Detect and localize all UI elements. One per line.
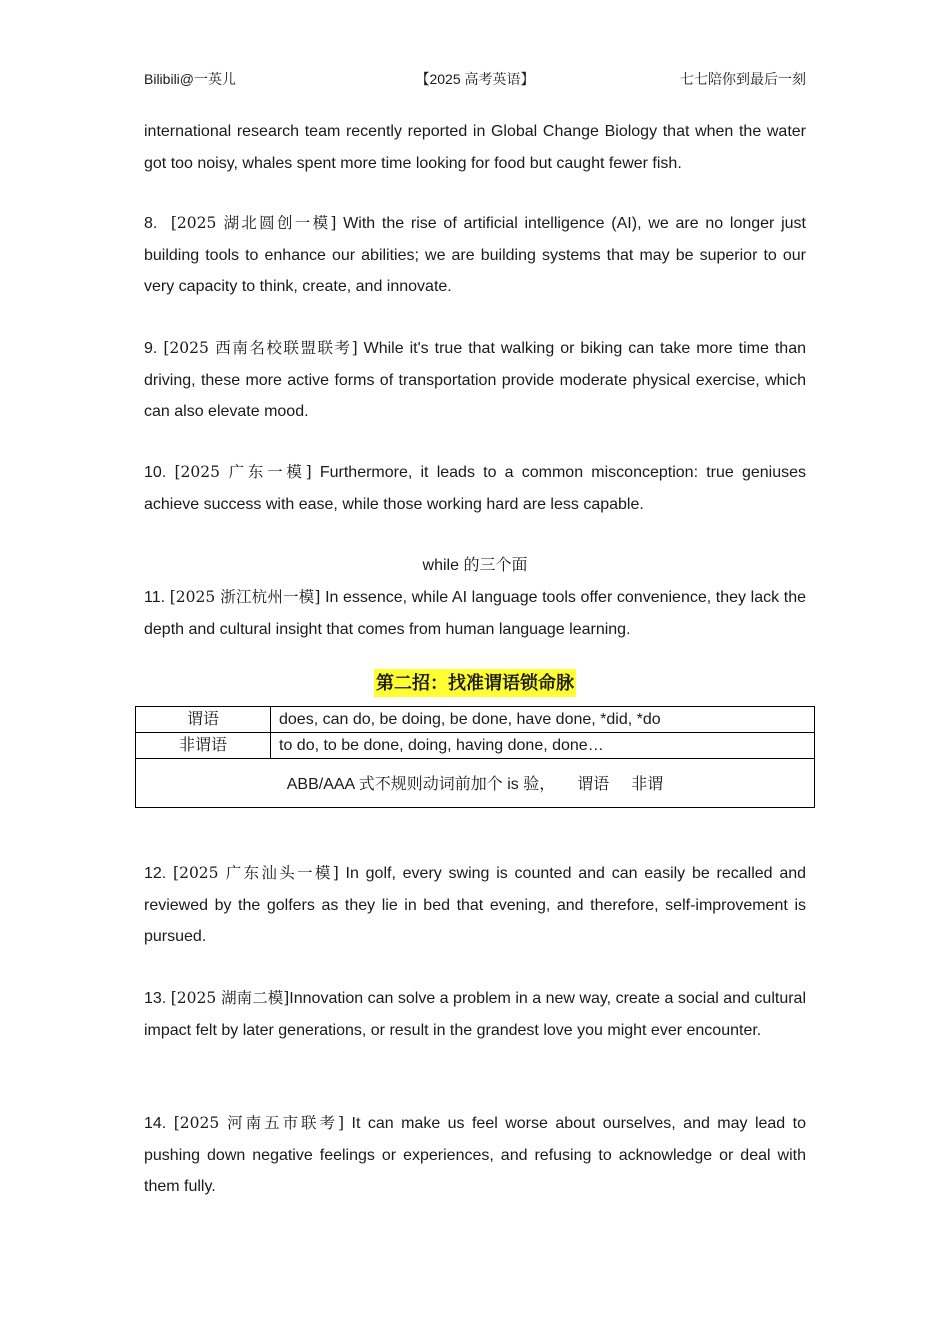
row-value: does, can do, be doing, be done, have done, *did, *do: [279, 711, 661, 728]
source-tag: [2025 广东汕头一模]: [173, 864, 339, 882]
table-note-main: ABB/AAA 式不规则动词前加个 is 验，: [286, 776, 556, 793]
sentence-14: [144, 1108, 806, 1203]
table-note: [136, 759, 814, 811]
table-note-nonpredicate: 非谓: [631, 776, 664, 793]
header-slogan: 七七陪你到最后一刻: [680, 71, 806, 87]
table-note-predicate: 谓语: [577, 776, 610, 793]
sentence-number: 12.: [144, 865, 167, 882]
sentence-text: Innovation can solve a problem in a new way, create a social and cultural impact felt by later generations, or result in the grandest love you might ever encounter.: [144, 990, 807, 1039]
table-row: [136, 707, 814, 733]
table-row: [136, 733, 814, 759]
sentence-number: 11.: [144, 589, 166, 606]
sentence-13: [144, 983, 806, 1046]
source-tag: [2025 湖南二模]: [170, 989, 290, 1007]
sentence-number: 9.: [144, 340, 158, 357]
source-tag: [2025 西南名校联盟联考]: [163, 339, 358, 357]
page-header: [144, 68, 806, 90]
sentence-9: [144, 333, 806, 428]
source-tag: [2025 浙江杭州一模]: [169, 588, 321, 606]
sentence-text: Furthermore, it leads to a common misconception: true geniuses achieve success with ease, while those working hard are less capable.: [144, 464, 807, 513]
sentence-12: [144, 858, 806, 953]
sentence-10: [144, 457, 806, 520]
intro-paragraph: international research team recently reported in Global Change Biology that when the water got too noisy, whales spent more time looking for food but caught fewer fish.: [144, 123, 806, 172]
section-title-text: 第二招：找准谓语锁命脉: [374, 669, 576, 697]
row-value: to do, to be done, doing, having done, done…: [279, 737, 604, 754]
sentence-text: It can make us feel worse about ourselves, and may lead to pushing down negative feelings or experiences, and refusing to acknowledge or deal with them fully.: [144, 1115, 806, 1195]
sentence-text: In essence, while AI language tools offer convenience, they lack the depth and cultural insight that comes from human language learning.: [144, 589, 806, 638]
sentence-number: 8.: [144, 215, 158, 232]
source-tag: [2025 河南五市联考]: [173, 1114, 345, 1132]
sentence-text: With the rise of artificial intelligence (AI), we are no longer just building tools to enhance our abilities; we are building systems that may be superior to our very capacity to think, create, and innovate.: [144, 215, 807, 295]
sentence-text: While it's true that walking or biking can take more time than driving, these more active forms of transportation provide moderate physical exercise, which can also elevate mood.: [144, 340, 806, 420]
table-row: [136, 759, 814, 807]
sentence-number: 10.: [144, 464, 167, 481]
sentence-11: [144, 582, 806, 645]
row-label: 谓语: [136, 707, 271, 732]
while-note: while 的三个面: [422, 557, 528, 574]
sentence-number: 13.: [144, 990, 167, 1007]
sentence-8: [144, 208, 806, 303]
predicate-table: [135, 706, 815, 808]
header-author: Bilibili@一英儿: [144, 71, 236, 87]
source-tag: [2025 湖北圆创一模]: [170, 214, 337, 232]
row-label: 非谓语: [136, 733, 271, 758]
source-tag: [2025 广东一模]: [174, 463, 312, 481]
header-title: 【2025 高考英语】: [415, 71, 535, 87]
section-title: [0, 670, 950, 696]
sentence-number: 14.: [144, 1115, 167, 1132]
sentence-text: In golf, every swing is counted and can easily be recalled and reviewed by the golfers as they lie in bed that evening, and therefore, self-improvement is pursued.: [144, 865, 807, 945]
